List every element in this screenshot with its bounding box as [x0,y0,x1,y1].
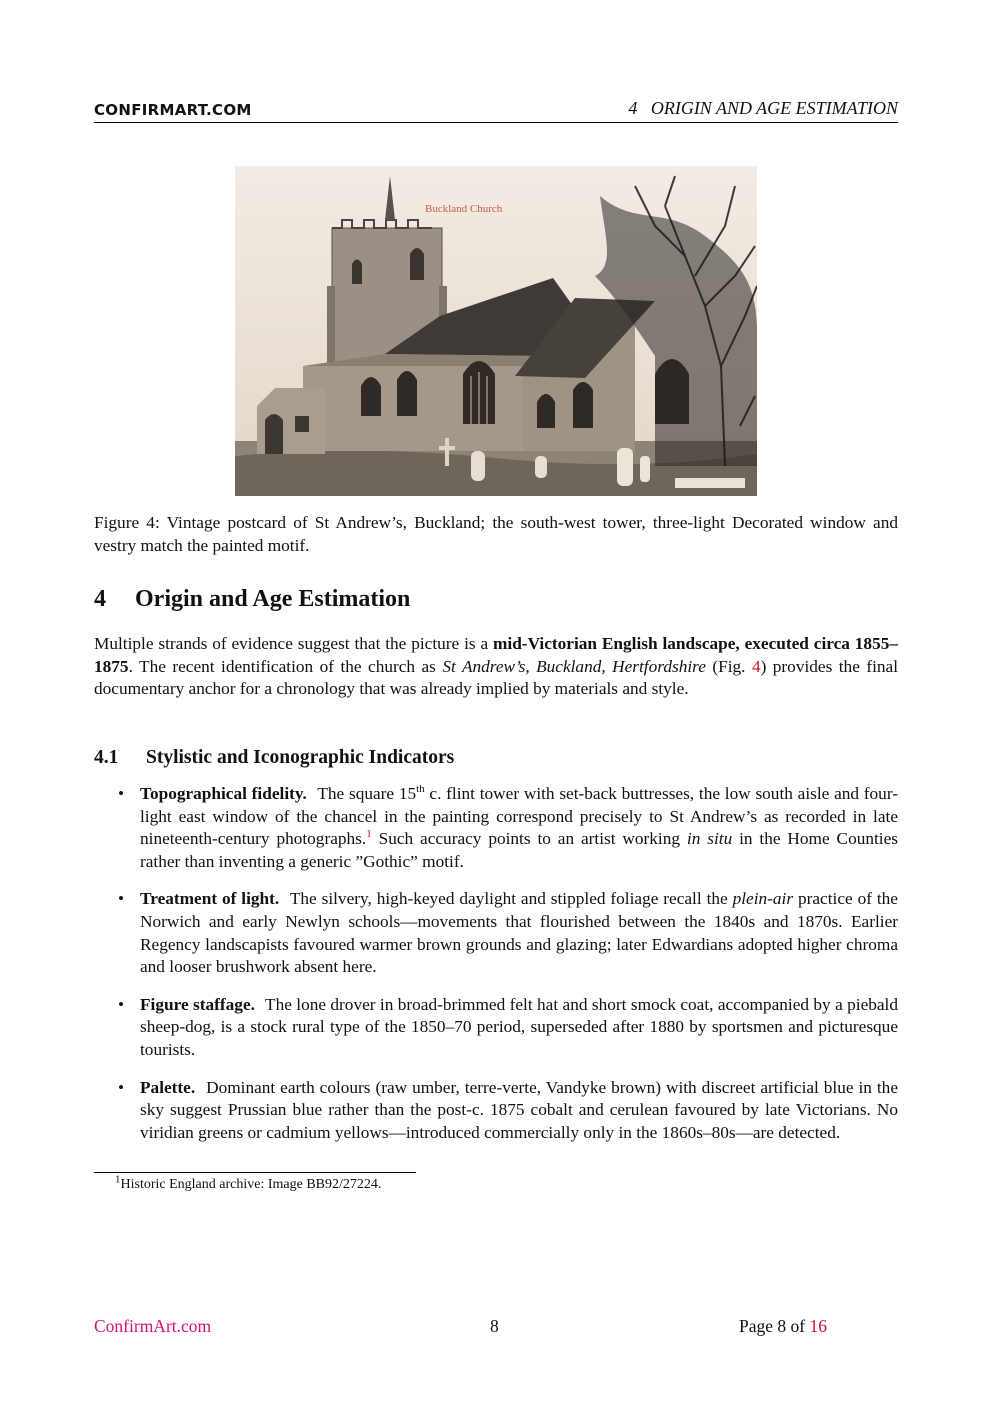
intro-bold: mid-Victorian English landscape, executed circa 1855–1875 [94,634,898,676]
bullet-text: The silvery, high-keyed daylight and stippled foliage recall the [285,889,733,909]
footnote-text: Historic England archive: Image BB92/27224. [120,1177,382,1192]
list-item [94,783,898,873]
indicator-list [94,783,898,1159]
footer-page-count [739,1316,827,1337]
list-item [94,888,898,978]
intro-text: . The recent identification of the church as [128,656,443,676]
bullet-icon: • [118,994,125,1014]
section-title: Origin and Age Estimation [135,586,411,612]
bullet-text: c. flint tower with set-back buttresses, the low south aisle and four-light east window of the chancel in the painting correspond precisely to St Andrew’s as recorded in late nineteenth-century photographs. [140,784,898,849]
bullet-italic: plein-air [732,889,794,909]
bullet-text: Such accuracy points to an artist working [371,829,687,849]
section-number: 4 [94,586,106,612]
subsection-heading [94,747,454,769]
bullet-lead: Treatment of light. [140,889,280,909]
bullet-lead: Figure staffage. [140,994,255,1014]
bullet-lead: Palette. [140,1077,196,1097]
footnote-mark: 1 [115,1173,121,1186]
section-heading [94,586,410,613]
figure-postcard [235,166,757,496]
footer-page-number: 8 [490,1316,499,1336]
header-logo: CONFIRMART.COM [94,101,252,119]
subsection-number: 4.1 [94,747,119,768]
intro-italic-church: St Andrew’s, Buckland, Hertfordshire [442,656,706,676]
list-item [94,1077,898,1145]
footer-site-link[interactable]: ConfirmArt.com [94,1316,212,1336]
intro-text: (Fig. [705,656,752,676]
church-postcard-image [235,166,757,496]
intro-text: Multiple strands of evidence suggest that the picture is a [94,634,493,653]
bullet-text: Dominant earth colours (raw umber, terre-verte, Vandyke brown) with discreet artificial blue in the sky suggest Prussian blue rather than the post-c. 1875 cobalt and cerulean favoured by late Victorians. No viridian greens or cadmium yellows—introduced commercially only in the 1860s–80s—are detected. [140,1077,898,1142]
footnote [115,1173,382,1193]
header-rule [94,122,898,123]
bullet-text: practice of the Norwich and early Newlyn schools—movements that flourished between the 1840s and 1870s. Earlier Regency landscapists favoured warmer brown grounds and glazing; later Edwardians adopted higher chroma and looser brushwork absent here. [140,889,898,977]
bullet-text: The square 15 [312,784,417,803]
subsection-title: Stylistic and Iconographic Indicators [146,747,455,768]
footer-page-prefix: Page 8 of [739,1316,810,1336]
list-item [94,994,898,1062]
footer-total-pages-link[interactable]: 16 [809,1316,827,1336]
footnote-rule [94,1172,416,1173]
postcard-title-text: Buckland Church [425,203,503,215]
figure-reference-link[interactable]: 4 [751,656,761,676]
section-intro-paragraph [94,633,898,701]
bullet-italic: in situ [686,829,733,849]
intro-text: ) provides the final documentary anchor for a chronology that was already implied by materials and style. [94,656,898,698]
bullet-text: The lone drover in broad-brimmed felt hat and short smock coat, accompanied by a piebald sheep-dog, is a stock rural type of the 1850–70 period, superseded after 1880 by sportsmen and picturesque tourists. [140,994,898,1059]
figure-caption: Figure 4: Vintage postcard of St Andrew’s, Buckland; the south-west tower, three-light Decorated window and vestry match the painted motif. [94,513,898,555]
superscript: th [416,783,425,796]
bullet-lead: Topographical fidelity. [140,784,307,803]
bullet-icon: • [118,889,125,909]
running-header-section: 4 ORIGIN AND AGE ESTIMATION [628,98,898,118]
bullet-icon: • [118,1077,125,1097]
footnote-reference-link[interactable]: 1 [366,828,372,841]
bullet-text: in the Home Counties rather than inventing a generic ”Gothic” motif. [140,829,899,871]
bullet-icon: • [118,784,125,803]
